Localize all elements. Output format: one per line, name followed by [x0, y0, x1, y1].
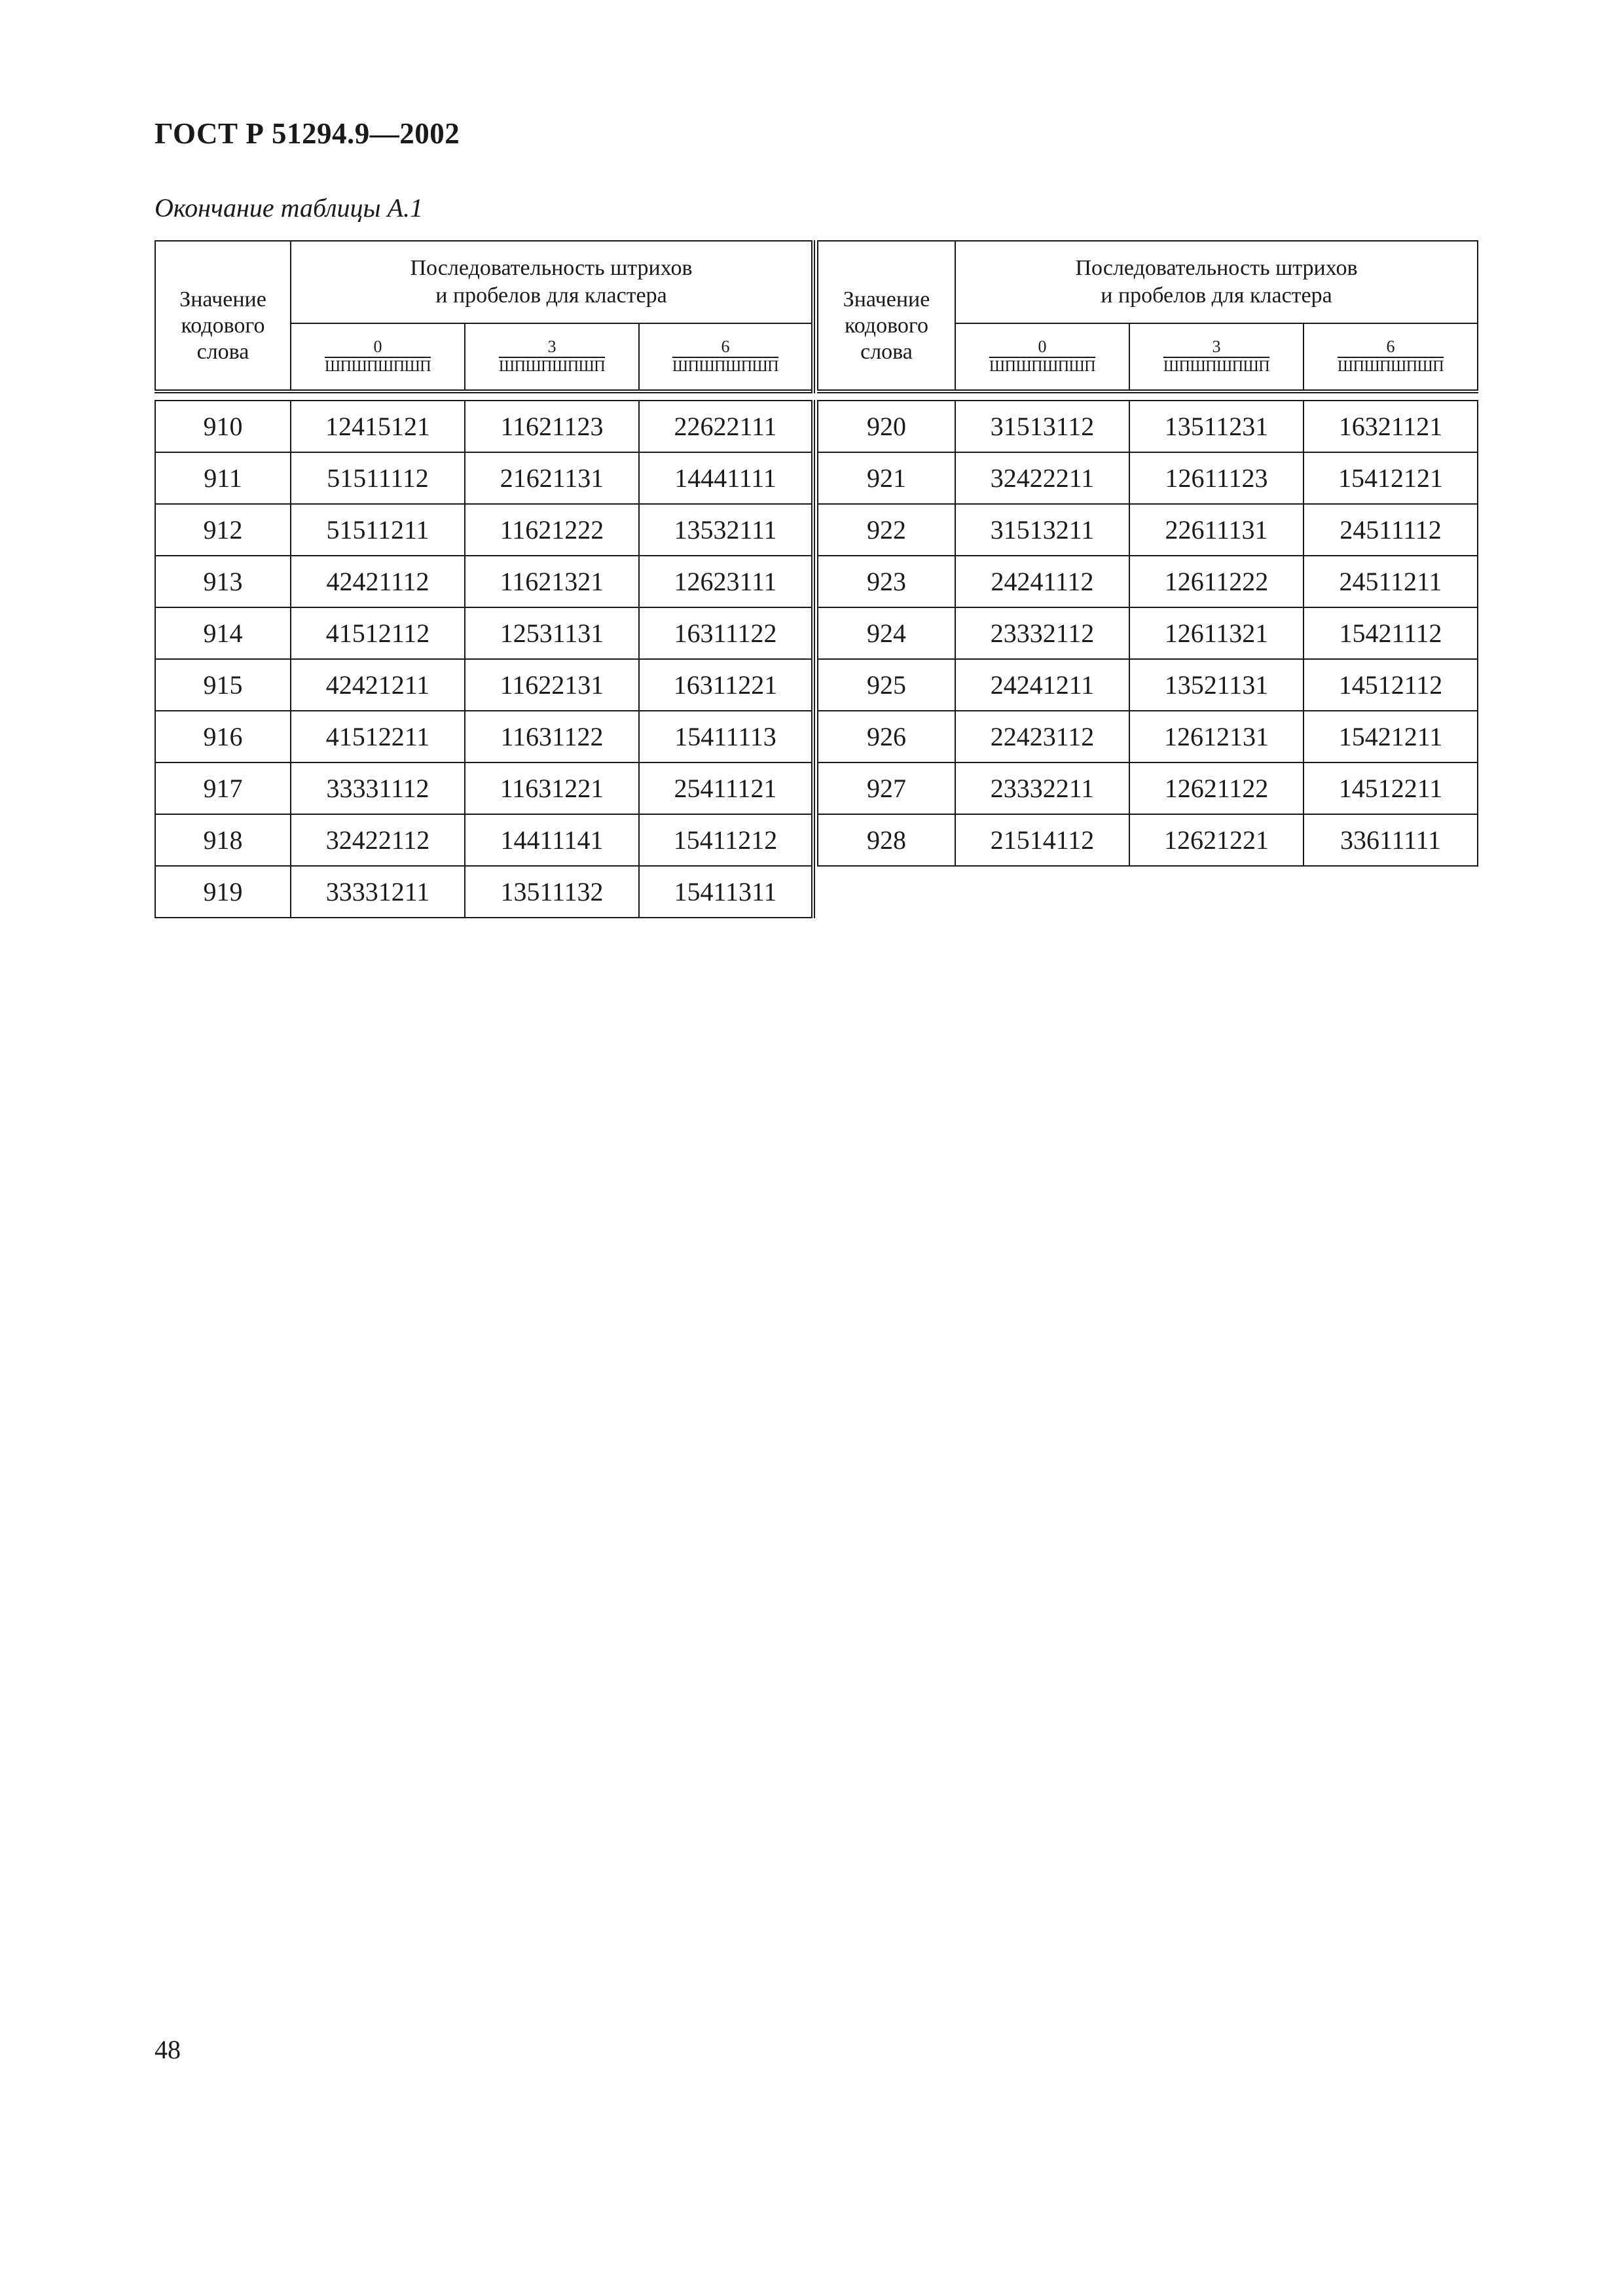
sequence-column-header	[955, 241, 1478, 323]
sequence-header-line2: и пробелов для кластера	[435, 283, 667, 308]
table-row: 913 42421112 11621321 12623111	[155, 556, 813, 607]
cluster-6-header: 6 ШПШПШПШП	[639, 323, 813, 391]
page-number: 48	[155, 2035, 181, 2064]
code-table-left	[155, 240, 815, 918]
table-row: 928 21514112 12621221 33611111	[818, 814, 1478, 866]
table-row: 915 42421211 11622131 16311221	[155, 659, 813, 711]
table-row: 922 31513211 22611131 24511112	[818, 504, 1478, 556]
table-row: 923 24241112 12611222 24511211	[818, 556, 1478, 607]
sequence-header-line2: и пробелов для кластера	[1101, 283, 1332, 308]
value-column-header: Значение кодового слова	[818, 241, 955, 391]
table-row: 914 41512112 12531131 16311122	[155, 607, 813, 659]
cluster-0-header: 0 ШПШПШПШП	[291, 323, 465, 391]
sequence-column-header	[291, 241, 813, 323]
table-row: 912 51511211 11621222 13532111	[155, 504, 813, 556]
sequence-header-line1: Последовательность штрихов	[410, 256, 693, 280]
table-row: 927 23332211 12621122 14512211	[818, 762, 1478, 814]
cluster-3-header: 3 ШПШПШПШП	[465, 323, 639, 391]
table-row: 926 22423112 12612131 15421211	[818, 711, 1478, 762]
cluster-0-header: 0 ШПШПШПШП	[955, 323, 1129, 391]
table-row: 919 33331211 13511132 15411311	[155, 866, 813, 918]
table-row: 921 32422211 12611123 15412121	[818, 452, 1478, 504]
table-row: 910 12415121 11621123 22622111	[155, 401, 813, 452]
table-row: 925 24241211 13521131 14512112	[818, 659, 1478, 711]
table-caption: Окончание таблицы А.1	[155, 193, 424, 223]
document-title: ГОСТ Р 51294.9—2002	[155, 117, 460, 150]
table-row: 924 23332112 12611321 15421112	[818, 607, 1478, 659]
sequence-header-line1: Последовательность штрихов	[1075, 256, 1358, 280]
table-row: 916 41512211 11631122 15411113	[155, 711, 813, 762]
cluster-6-header: 6 ШПШПШПШП	[1304, 323, 1478, 391]
table-row: 918 32422112 14411141 15411212	[155, 814, 813, 866]
value-column-header: Значение кодового слова	[155, 241, 291, 391]
table-row: 920 31513112 13511231 16321121	[818, 401, 1478, 452]
code-table-right	[817, 240, 1478, 867]
cluster-3-header: 3 ШПШПШПШП	[1129, 323, 1304, 391]
table-row: 917 33331112 11631221 25411121	[155, 762, 813, 814]
table-row: 911 51511112 21621131 14441111	[155, 452, 813, 504]
